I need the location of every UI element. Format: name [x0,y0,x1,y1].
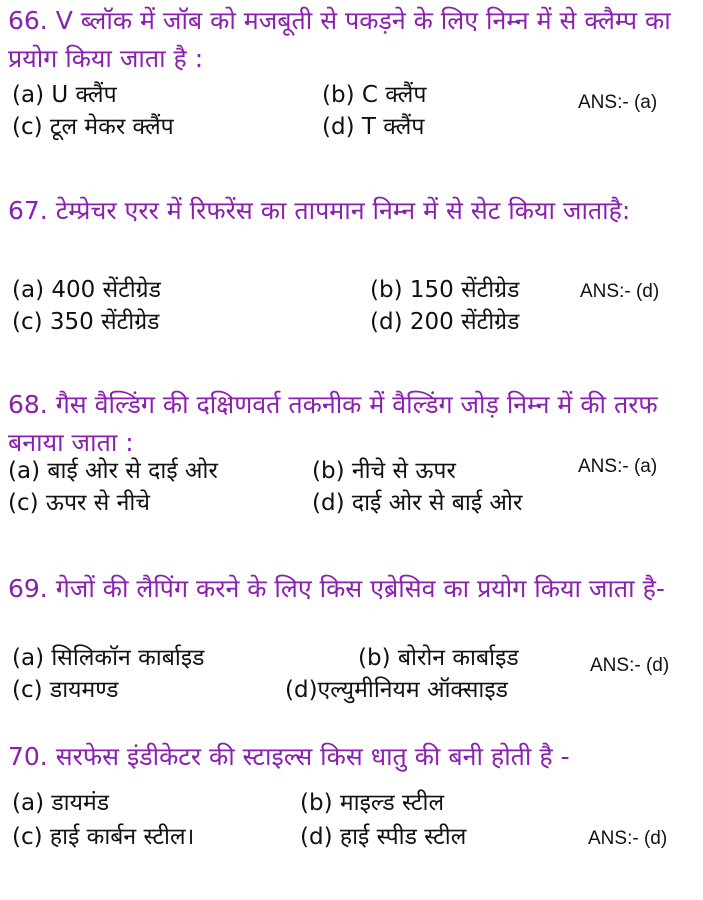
answer-label: ANS:- (d) [590,655,670,676]
question-67 [8,192,698,230]
option-d: (d) 200 सेंटीग्रेड [370,309,520,335]
option-c: (c) हाई कार्बन स्टील। [12,824,195,850]
option-b: (b) नीचे से ऊपर [312,458,456,484]
option-c: (c) 350 सेंटीग्रेड [12,309,160,335]
option-c: (c) टूल मेकर क्लैंप [12,114,174,140]
option-a: (a) बाई ओर से दाई ओर [8,458,218,484]
question-text: 68. गैस वैल्डिंग की दक्षिणवर्त तकनीक में वैल्डिंग जोड़ निम्न में की तरफ बनाया जाता : [8,390,658,457]
option-c: (c) ऊपर से नीचे [8,490,150,516]
answer-label: ANS:- (d) [588,828,668,849]
option-d: (d) हाई स्पीड स्टील [300,824,467,850]
question-text: 70. सरफेस इंडीकेटर की स्टाइल्स किस धातु की बनी होती है - [8,742,570,771]
option-b: (b) माइल्ड स्टील [300,790,445,816]
option-a: (a) 400 सेंटीग्रेड [12,277,161,303]
option-c: (c) डायमण्ड [12,677,119,703]
answer-label: ANS:- (a) [578,456,658,477]
question-66 [8,2,698,78]
question-text: 69. गेजों की लैपिंग करने के लिए किस एब्रेसिव का प्रयोग किया जाता है- [8,574,665,603]
option-b: (b) बोरोन कार्बाइड [358,645,519,671]
question-text: 66. V ब्लॉक में जॉब को मजबूती से पकड़ने के लिए निम्न में से क्लैम्प का प्रयोग किया जाता है : [8,6,671,73]
option-b: (b) C क्लैंप [322,82,427,108]
option-b: (b) 150 सेंटीग्रेड [370,277,520,303]
question-text: 67. टेम्प्रेचर एरर में रिफरेंस का तापमान निम्न में से सेट किया जाताहै: [8,196,631,225]
option-a: (a) U क्लैंप [12,82,117,108]
option-d: (d) दाई ओर से बाई ओर [312,490,523,516]
question-69 [8,570,698,608]
answer-label: ANS:- (d) [580,281,660,302]
option-a: (a) डायमंड [12,790,110,816]
option-d: (d)एल्युमीनियम ऑक्साइड [285,677,508,703]
option-d: (d) T क्लैंप [322,114,425,140]
question-68 [8,386,698,462]
question-70 [8,738,698,776]
answer-label: ANS:- (a) [578,92,658,113]
option-a: (a) सिलिकॉन कार्बाइड [12,645,205,671]
